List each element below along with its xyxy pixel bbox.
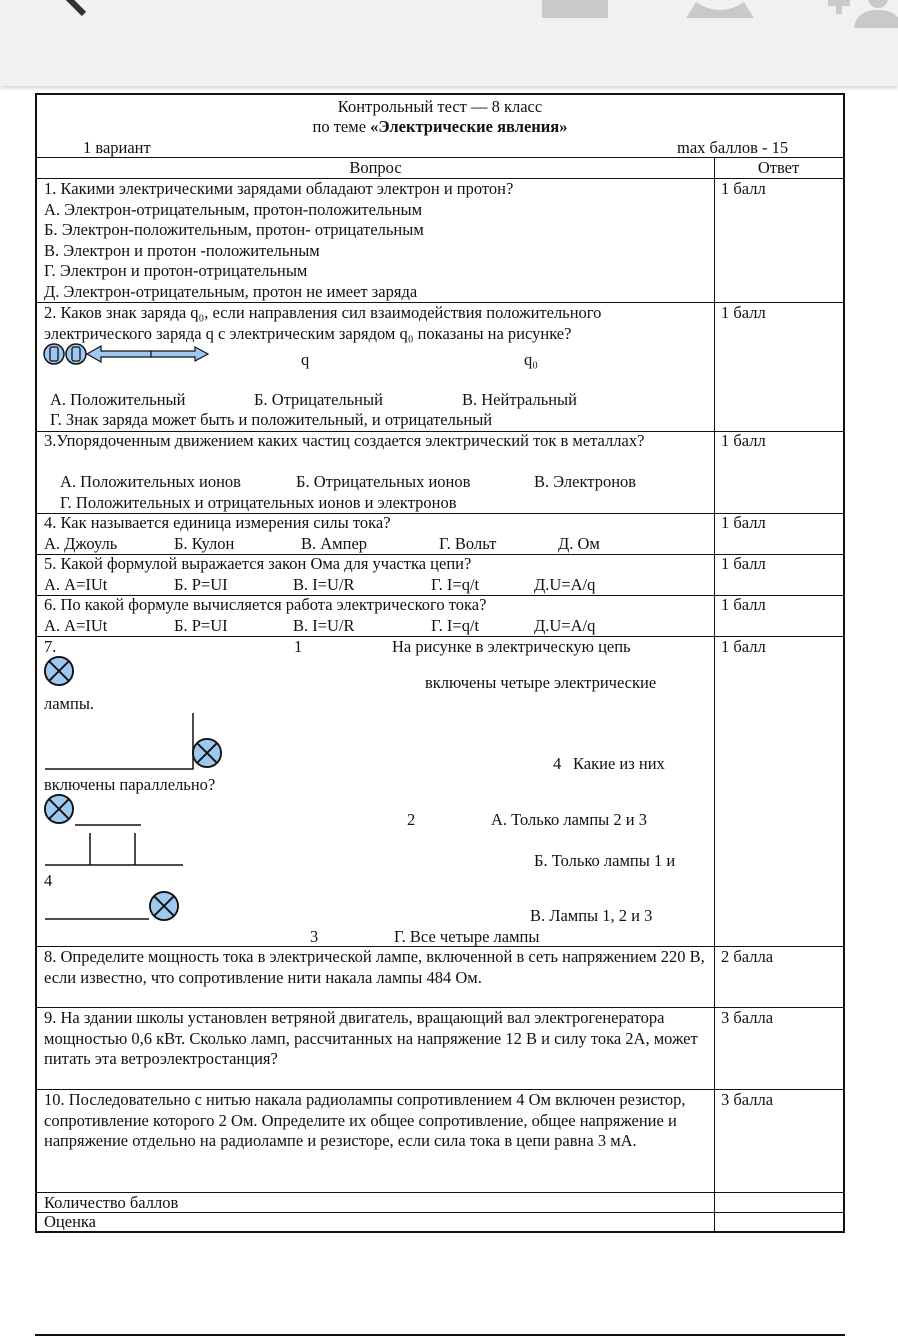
column-header-answer: Ответ bbox=[757, 158, 800, 177]
answer-option: Б. P=UI bbox=[174, 575, 228, 594]
answer-option: В. I=U/R bbox=[293, 616, 355, 635]
question-text: 5. Какой формулой выражается закон Ома для участка цепи? bbox=[44, 554, 472, 573]
answer-option: Д.U=A/q bbox=[534, 616, 596, 635]
circuit-wires bbox=[37, 705, 237, 925]
next-page-border bbox=[35, 1334, 845, 1336]
charge-label-q: q bbox=[301, 350, 310, 369]
points-q8: 2 балла bbox=[721, 947, 774, 966]
question-text: 9. На здании школы установлен ветряной двигатель, вращающий вал электрогенератора мощностью 0,6 кВт. Сколько ламп, рассчитанных на напряжение 12 В и силу тока 2А, может питать эта ветроэлектростанция? bbox=[44, 1008, 698, 1068]
top-toolbar bbox=[0, 0, 898, 86]
points-q4: 1 балл bbox=[721, 513, 766, 532]
question-4 bbox=[44, 513, 709, 534]
charge-label-q0: q₀ bbox=[524, 350, 539, 369]
answer-option: Д. Ом bbox=[558, 534, 600, 553]
question-text: На рисунке в электрическую цепь bbox=[392, 637, 631, 656]
test-topic bbox=[37, 117, 843, 138]
test-title: Контрольный тест — 8 класс bbox=[337, 97, 543, 116]
question-text: Какие из них bbox=[573, 754, 665, 773]
question-text: 2. Каков знак заряда q₀, если направления сил взаимодействия положительного электрического заряда q с электрическим зарядом q₀ показаны на рисунке? bbox=[44, 303, 602, 343]
answer-option: Г. Все четыре лампы bbox=[394, 927, 540, 946]
column-header-question: Вопрос bbox=[349, 158, 402, 177]
answer-option: Г. I=q/t bbox=[431, 616, 480, 635]
question-text: 6. По какой формуле вычисляется работа электрического тока? bbox=[44, 595, 487, 614]
test-document bbox=[35, 93, 845, 1233]
answer-option: В. Электронов bbox=[534, 472, 637, 491]
grade-label: Оценка bbox=[44, 1212, 96, 1231]
topic-prefix: по теме bbox=[312, 117, 371, 136]
question-text: 3.Упорядоченным движением каких частиц создается электрический ток в металлах? bbox=[44, 431, 645, 450]
question-8 bbox=[44, 947, 709, 988]
question-9 bbox=[44, 1008, 709, 1070]
person-icon[interactable] bbox=[686, 0, 754, 18]
question-3 bbox=[44, 431, 709, 452]
answer-option: А. Электрон-отрицательным, протон-положительным bbox=[44, 199, 423, 219]
row-divider bbox=[37, 1212, 843, 1213]
share-icon[interactable] bbox=[542, 0, 608, 18]
question-text: 4. Как называется единица измерения силы тока? bbox=[44, 513, 391, 532]
points-q6: 1 балл bbox=[721, 595, 766, 614]
points-q7: 1 балл bbox=[721, 637, 766, 656]
answer-option: Д.U=A/q bbox=[534, 575, 596, 594]
answer-option: Б. Отрицательный bbox=[254, 390, 383, 409]
answer-option: В. Электрон и протон -положительным bbox=[44, 240, 320, 260]
topic-name: «Электрические явления» bbox=[370, 117, 568, 136]
answer-option: Г. Вольт bbox=[439, 534, 497, 553]
answer-option: А. Положительный bbox=[50, 390, 186, 409]
question-text: 10. Последовательно с нитью накала радиолампы сопротивлением 4 Ом включен резистор, сопротивление которого 2 Ом. Определите их общее сопротивление, общее напряжение и напряжение отдельно на радиолампе и резисторе, если сила тока в цепи равна 3 мА. bbox=[44, 1090, 686, 1150]
question-text: лампы. bbox=[44, 694, 95, 713]
charges-force-diagram bbox=[43, 342, 211, 366]
answer-option: Г. Знак заряда может быть и положительный, и отрицательный bbox=[50, 410, 493, 429]
answer-option: Б. Только лампы 1 и bbox=[534, 851, 676, 870]
answer-option: В. Ампер bbox=[301, 534, 368, 553]
points-q1: 1 балл bbox=[721, 179, 766, 198]
lamp-icon bbox=[44, 656, 74, 686]
score-total-label: Количество баллов bbox=[44, 1193, 179, 1212]
question-text: включены четыре электрические bbox=[425, 673, 657, 692]
question-5 bbox=[44, 554, 709, 575]
answer-option: А. А=IUt bbox=[44, 616, 108, 635]
question-text: включены параллельно? bbox=[44, 775, 216, 794]
answer-option: Б. Электрон-положительным, протон- отрицательным bbox=[44, 220, 424, 239]
answer-option: 4 bbox=[44, 871, 53, 890]
answer-option: А. Положительных ионов bbox=[60, 472, 241, 491]
question-text: 8. Определите мощность тока в электрической лампе, включенной в сеть напряжением 220 В, если известно, что сопротивление нити накала лампы 484 Ом. bbox=[44, 947, 705, 987]
max-points-label: max баллов - 15 bbox=[677, 138, 789, 157]
person-add-icon[interactable] bbox=[828, 0, 898, 28]
answer-option: Б. P=UI bbox=[174, 616, 228, 635]
answer-option: А. Только лампы 2 и 3 bbox=[491, 810, 647, 829]
question-6 bbox=[44, 595, 709, 616]
answer-option: В. Нейтральный bbox=[462, 390, 577, 409]
lamp-label-3: 3 bbox=[310, 927, 319, 946]
column-divider bbox=[714, 157, 715, 1231]
question-number: 7. bbox=[44, 637, 57, 656]
answer-option: В. Лампы 1, 2 и 3 bbox=[530, 906, 653, 925]
question-1 bbox=[44, 179, 709, 302]
answer-option: А. А=IUt bbox=[44, 575, 108, 594]
arrow-back-icon[interactable] bbox=[58, 0, 108, 26]
question-text: 1. Какими электрическими зарядами обладают электрон и протон? bbox=[44, 179, 514, 198]
lamp-label-1: 1 bbox=[294, 637, 303, 656]
answer-option: Г. I=q/t bbox=[431, 575, 480, 594]
points-q3: 1 балл bbox=[721, 431, 766, 450]
points-q10: 3 балла bbox=[721, 1090, 774, 1109]
points-q2: 1 балл bbox=[721, 303, 766, 322]
answer-option: Г. Положительных и отрицательных ионов и электронов bbox=[60, 493, 457, 512]
answer-option: Б. Кулон bbox=[174, 534, 235, 553]
answer-option: Г. Электрон и протон-отрицательным bbox=[44, 261, 308, 280]
points-q9: 3 балла bbox=[721, 1008, 774, 1027]
lamp-label-2: 2 bbox=[407, 810, 416, 829]
points-q5: 1 балл bbox=[721, 554, 766, 573]
variant-label: 1 вариант bbox=[83, 138, 151, 157]
question-2 bbox=[44, 303, 709, 344]
answer-option: А. Джоуль bbox=[44, 534, 118, 553]
answer-option: Д. Электрон-отрицательным, протон не имеет заряда bbox=[44, 281, 418, 301]
lamp-label-4: 4 bbox=[553, 754, 562, 773]
answer-option: В. I=U/R bbox=[293, 575, 355, 594]
answer-option: Б. Отрицательных ионов bbox=[296, 472, 471, 491]
question-10 bbox=[44, 1090, 709, 1152]
